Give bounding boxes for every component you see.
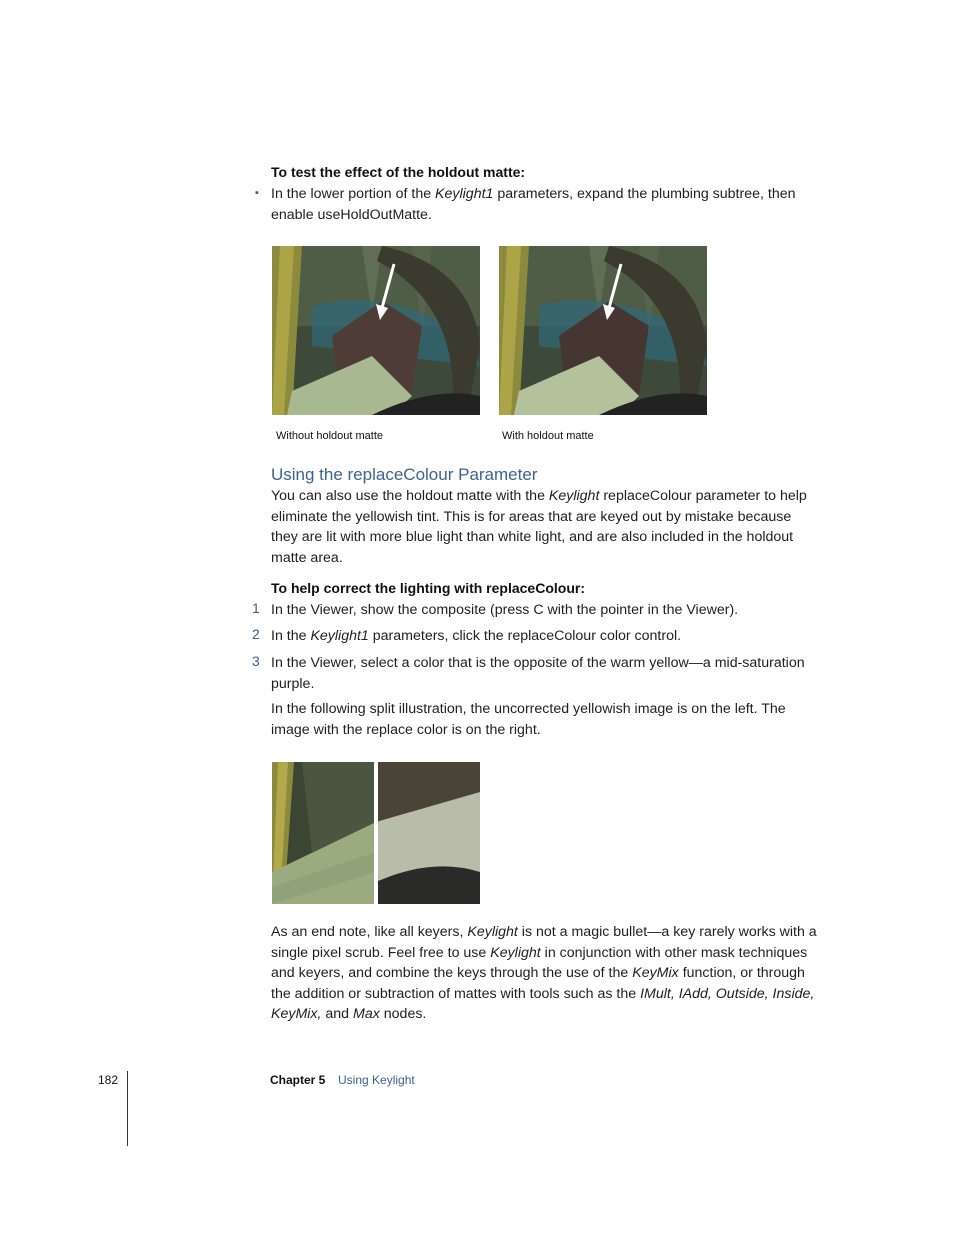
step-3-line2: purple. [271, 675, 315, 692]
step-number-1: 1 [252, 600, 260, 616]
step-2-italic: Keylight1 [310, 628, 369, 644]
step-3-text [271, 653, 831, 694]
bullet-marker: ▪ [255, 187, 259, 199]
endnote-text: and [321, 1006, 354, 1022]
endnote-paragraph [271, 922, 831, 1025]
step-2-text-b: parameters, click the replaceColour color control. [368, 628, 682, 644]
endnote-text: As an end note, like all keyers, [271, 924, 468, 940]
endnote-italic: Keylight [490, 944, 541, 961]
figure-split-illustration [272, 762, 480, 904]
endnote-italic: KeyMix [632, 965, 679, 981]
figure-without-holdout-matte [272, 246, 480, 415]
endnote-text: and keyers, and combine the keys through the use of the [271, 965, 633, 981]
step-2-text [271, 626, 831, 647]
endnote-text-cont: nodes. [379, 1006, 427, 1022]
page-number: 182 [98, 1073, 119, 1087]
para-line2: eliminate the yellowish tint. This is for areas that are keyed out by mistake because [271, 508, 792, 525]
endnote-text: the addition or subtraction of mattes with tools such as the [271, 985, 641, 1002]
footer-chapter-label: Chapter 5 [270, 1073, 326, 1087]
endnote-italic: Keylight [467, 924, 518, 940]
footer-divider [127, 1071, 128, 1146]
endnote-text-cont: is not a magic bullet—a key rarely works with a [517, 924, 817, 940]
para-text-cont: replaceColour parameter to help [599, 488, 807, 504]
endnote-text-cont: function, or through [678, 965, 805, 981]
endnote-italic: Max [353, 1006, 380, 1022]
step-2-text-a: In the [271, 628, 311, 644]
procedure-heading-replacecolour: To help correct the lighting with replaceColour: [271, 580, 585, 596]
procedure-heading-holdout: To test the effect of the holdout matte: [271, 164, 526, 180]
bullet-text-cont: parameters, expand the plumbing subtree, then [493, 186, 796, 202]
step-1-text: In the Viewer, show the composite (press C with the pointer in the Viewer). [271, 602, 739, 618]
step-number-2: 2 [252, 626, 260, 642]
followup-line1: In the following split illustration, the uncorrected yellowish image is on the left. The [271, 701, 786, 717]
endnote-text-cont: in conjunction with other mask techniques [540, 944, 808, 961]
followup-line2: image with the replace color is on the right. [271, 721, 541, 738]
bullet-text: In the lower portion of the [271, 186, 436, 202]
figure-caption-right: With holdout matte [502, 430, 594, 442]
para-text: You can also use the holdout matte with the [271, 488, 549, 504]
followup-paragraph [271, 699, 831, 740]
footer-chapter-title: Using Keylight [338, 1073, 415, 1087]
step-3-line1: In the Viewer, select a color that is the opposite of the warm yellow—a mid-saturation [271, 655, 805, 671]
section-paragraph [271, 486, 831, 568]
step-number-3: 3 [252, 653, 260, 669]
section-title: Using the replaceColour Parameter [271, 465, 538, 484]
bullet-item-plumbing [271, 184, 831, 225]
figure-caption-left: Without holdout matte [276, 430, 384, 442]
bullet-italic: Keylight1 [435, 186, 494, 202]
para-line4: matte area. [271, 549, 343, 566]
endnote-italic: IMult, IAdd, Outside, Inside, [640, 985, 815, 1002]
endnote-italic: KeyMix, [271, 1006, 322, 1022]
para-line3: they are lit with more blue light than white light, and are also included in the holdout [271, 529, 794, 545]
figure-with-holdout-matte [499, 246, 707, 415]
para-italic: Keylight [548, 488, 600, 504]
bullet-text-line2: enable useHoldOutMatte. [271, 206, 432, 223]
endnote-text: single pixel scrub. Feel free to use [271, 944, 491, 961]
